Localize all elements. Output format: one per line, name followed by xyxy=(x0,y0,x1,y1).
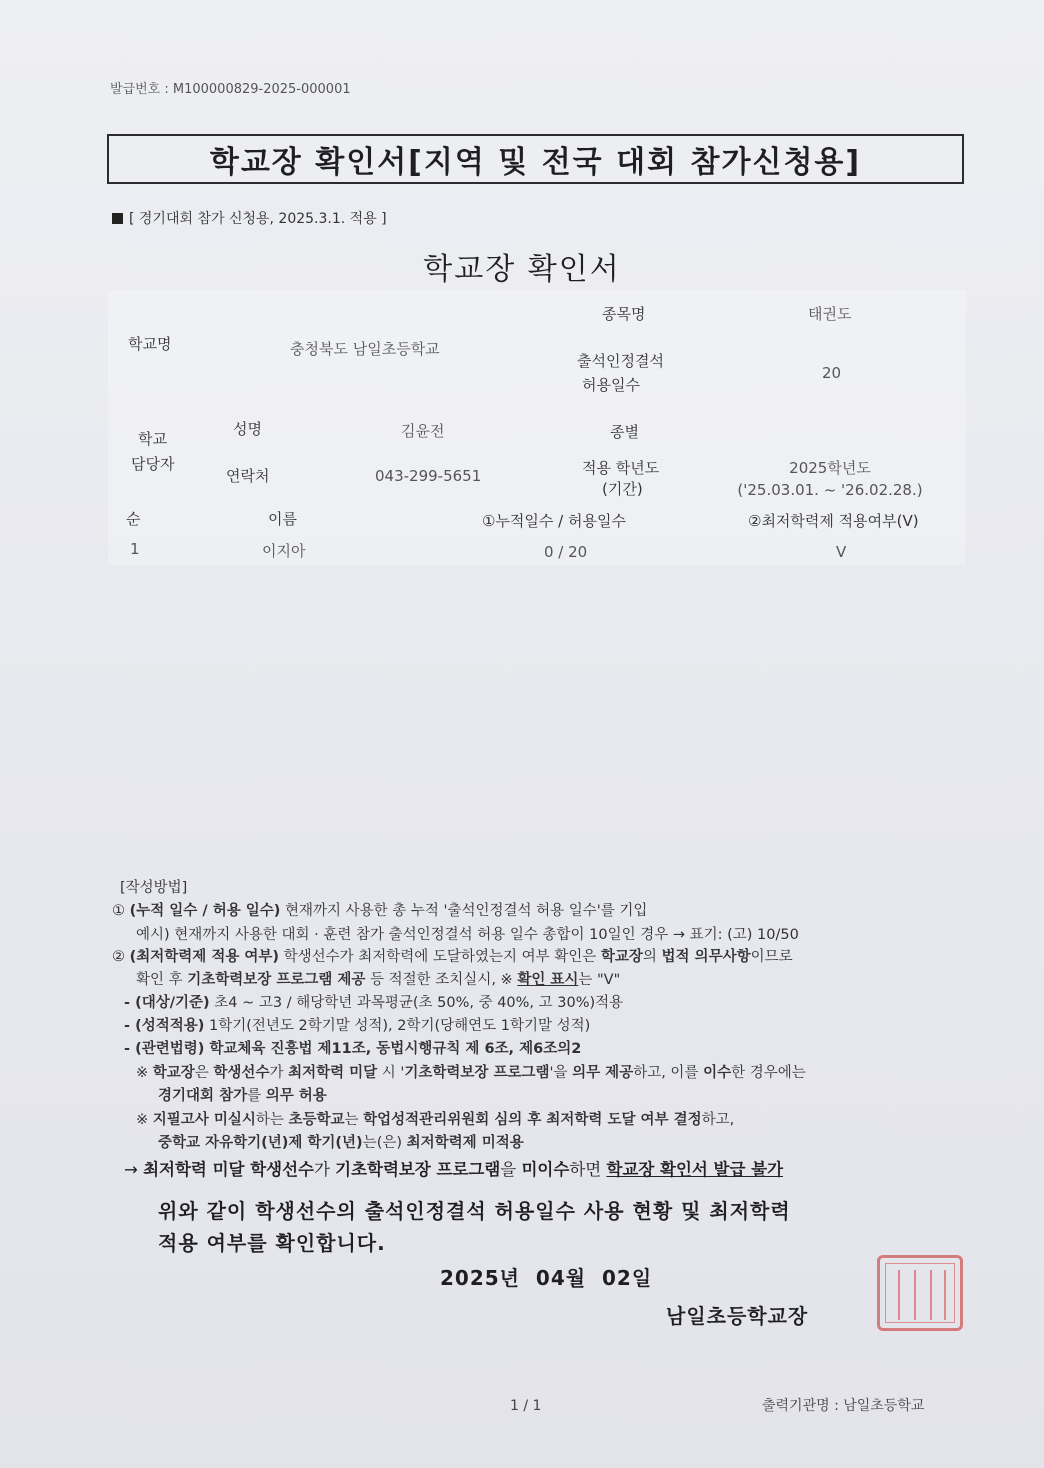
seal-stroke xyxy=(944,1270,946,1320)
official-seal-stamp xyxy=(877,1255,963,1331)
row-no: 1 xyxy=(130,540,140,558)
school-value: 충청북도 남일초등학교 xyxy=(290,340,440,358)
seal-stroke xyxy=(914,1270,916,1320)
instruction-line-7: - (관련법령) 학교체육 진흥법 제11조, 동법시행규칙 제 6조, 제6조의2 xyxy=(124,1041,582,1057)
instruction-line-3: ② (최저학력제 적용 여부) 학생선수가 최저학력에 도달하였는지 여부 확인은 학교장의 법적 의무사항이므로 xyxy=(112,949,793,965)
category-label: 종별 xyxy=(610,423,639,441)
main-title: 학교장 확인서[지역 및 전국 대회 참가신청용] xyxy=(209,145,862,180)
col-header-name: 이름 xyxy=(268,510,297,528)
event-label: 종목명 xyxy=(602,305,646,323)
signer-name: 남일초등학교장 xyxy=(666,1304,809,1328)
page-number: 1 / 1 xyxy=(510,1398,542,1414)
absence-label-2: 허용일수 xyxy=(582,376,640,394)
row-days: 0 / 20 xyxy=(544,543,588,561)
instruction-line-6: - (성적적용) 1학기(전년도 2학기말 성적), 2학기(당해연도 1학기말 성적) xyxy=(124,1018,591,1034)
instruction-line-11: 중학교 자유학기(년)제 학기(년)는(은) 최저학력제 미적용 xyxy=(158,1135,524,1151)
row-check: V xyxy=(836,543,847,561)
issue-date: 2025년 04월 02일 xyxy=(440,1266,653,1290)
event-value: 태권도 xyxy=(808,305,852,323)
name-label: 성명 xyxy=(233,420,262,438)
form-note-text: [ 경기대회 참가 신청용, 2025.3.1. 적용 ] xyxy=(129,211,387,227)
main-title-box xyxy=(107,134,964,184)
confirmation-line-1: 위와 같이 학생선수의 출석인정결석 허용일수 사용 현황 및 최저학력 xyxy=(158,1199,791,1223)
school-label: 학교명 xyxy=(128,335,172,353)
col-header-days: ①누적일수 / 허용일수 xyxy=(482,512,626,530)
issue-number: 발급번호 : M100000829-2025-000001 xyxy=(110,82,351,97)
confirmation-line-2: 적용 여부를 확인합니다. xyxy=(158,1231,386,1255)
year-label-1: 적용 학년도 xyxy=(582,459,660,477)
instruction-line-5: - (대상/기준) 초4 ~ 고3 / 해당학년 과목평균(초 50%, 중 40%, 고 30%)적용 xyxy=(124,995,624,1011)
form-note xyxy=(112,208,387,228)
col-header-no: 순 xyxy=(126,510,141,528)
col-header-check: ②최저학력제 적용여부(V) xyxy=(748,512,919,530)
instruction-line-10: ※ 지필고사 미실시하는 초등학교는 학업성적관리위원회 심의 후 최저학력 도달 여부 결정하고, xyxy=(136,1112,735,1128)
subtitle: 학교장 확인서 xyxy=(423,252,621,287)
absence-value: 20 xyxy=(822,364,842,382)
row-name: 이지아 xyxy=(262,542,306,560)
manager-label-2: 담당자 xyxy=(131,455,175,473)
instruction-line-9: 경기대회 참가를 의무 허용 xyxy=(158,1088,327,1104)
instructions-heading: [작성방법] xyxy=(120,880,188,896)
square-bullet-icon xyxy=(112,213,123,224)
contact-value: 043-299-5651 xyxy=(375,467,482,485)
instruction-line-1: ① (누적 일수 / 허용 일수) 현재까지 사용한 총 누적 '출석인정결석 허용 일수'를 기입 xyxy=(112,903,648,919)
absence-label-1: 출석인정결석 xyxy=(577,352,664,370)
year-value-2: ('25.03.01. ~ '26.02.28.) xyxy=(737,481,923,499)
seal-stroke xyxy=(898,1270,900,1320)
year-label-2: (기간) xyxy=(602,480,643,498)
instruction-line-8: ※ 학교장은 학생선수가 최저학력 미달 시 '기초학력보장 프로그램'을 의무 제공하고, 이를 이수한 경우에는 xyxy=(136,1065,806,1081)
year-value-1: 2025학년도 xyxy=(789,459,871,477)
instruction-line-2: 예시) 현재까지 사용한 대회 · 훈련 참가 출석인정결석 허용 일수 총합이 10일인 경우 → 표기: (고) 10/50 xyxy=(136,927,799,943)
manager-label-1: 학교 xyxy=(138,430,167,448)
seal-stroke xyxy=(930,1270,932,1320)
name-value: 김윤전 xyxy=(401,422,445,440)
contact-label: 연락처 xyxy=(226,467,270,485)
output-organization: 출력기관명 : 남일초등학교 xyxy=(762,1398,925,1414)
instruction-line-4: 확인 후 기초학력보장 프로그램 제공 등 적절한 조치실시, ※ 확인 표시는 "V" xyxy=(136,972,621,988)
instruction-line-12: → 최저학력 미달 학생선수가 기초학력보장 프로그램을 미이수하면 학교장 확인서 발급 불가 xyxy=(124,1160,784,1179)
